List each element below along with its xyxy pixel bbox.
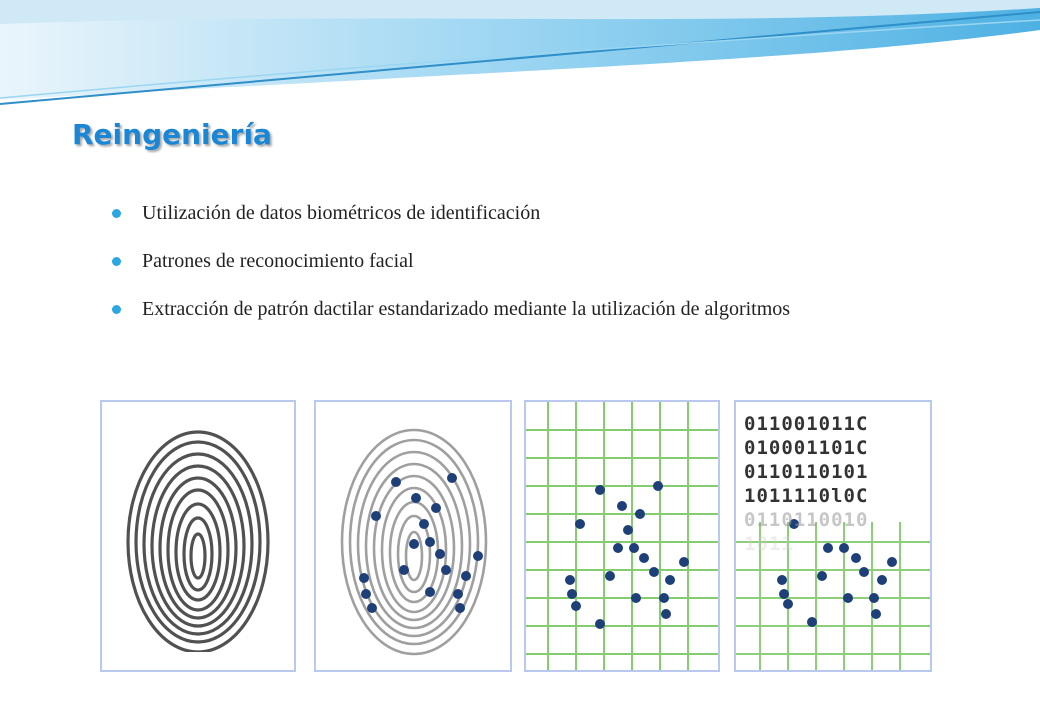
binary-row: 0110110101 xyxy=(744,461,869,483)
minutiae-fingerprint-icon xyxy=(316,402,510,670)
binary-row: 1011110l0C xyxy=(744,485,869,507)
bullet-text: Utilización de datos biométricos de identificación xyxy=(142,202,541,224)
binary-row: 011001011C xyxy=(744,413,869,435)
binary-row: 0110110010 xyxy=(744,509,869,531)
bullet-dot-icon xyxy=(112,209,121,218)
header-wave-decoration xyxy=(0,0,1040,110)
bullet-dot-icon xyxy=(112,257,121,266)
bullet-text: Patrones de reconocimiento facial xyxy=(142,250,414,272)
bullet-item xyxy=(108,290,1000,328)
minutiae-grid-panel xyxy=(524,400,720,672)
binary-row: 1011 xyxy=(744,533,794,555)
bullet-item xyxy=(108,242,1000,280)
binary-template-panel xyxy=(734,400,932,672)
bullet-list xyxy=(108,194,1000,338)
bullet-item xyxy=(108,194,1000,232)
bullet-dot-icon xyxy=(112,305,121,314)
minutiae-grid-icon xyxy=(526,402,718,670)
binary-code-block xyxy=(744,412,868,556)
fingerprint-panel xyxy=(100,400,296,672)
binary-row: 010001101C xyxy=(744,437,869,459)
slide-title: Reingeniería xyxy=(72,118,272,151)
bullet-text: Extracción de patrón dactilar estandarizado mediante la utilización de algoritmos xyxy=(142,298,791,320)
fingerprint-icon xyxy=(102,402,294,670)
minutiae-fingerprint-panel xyxy=(314,400,512,672)
